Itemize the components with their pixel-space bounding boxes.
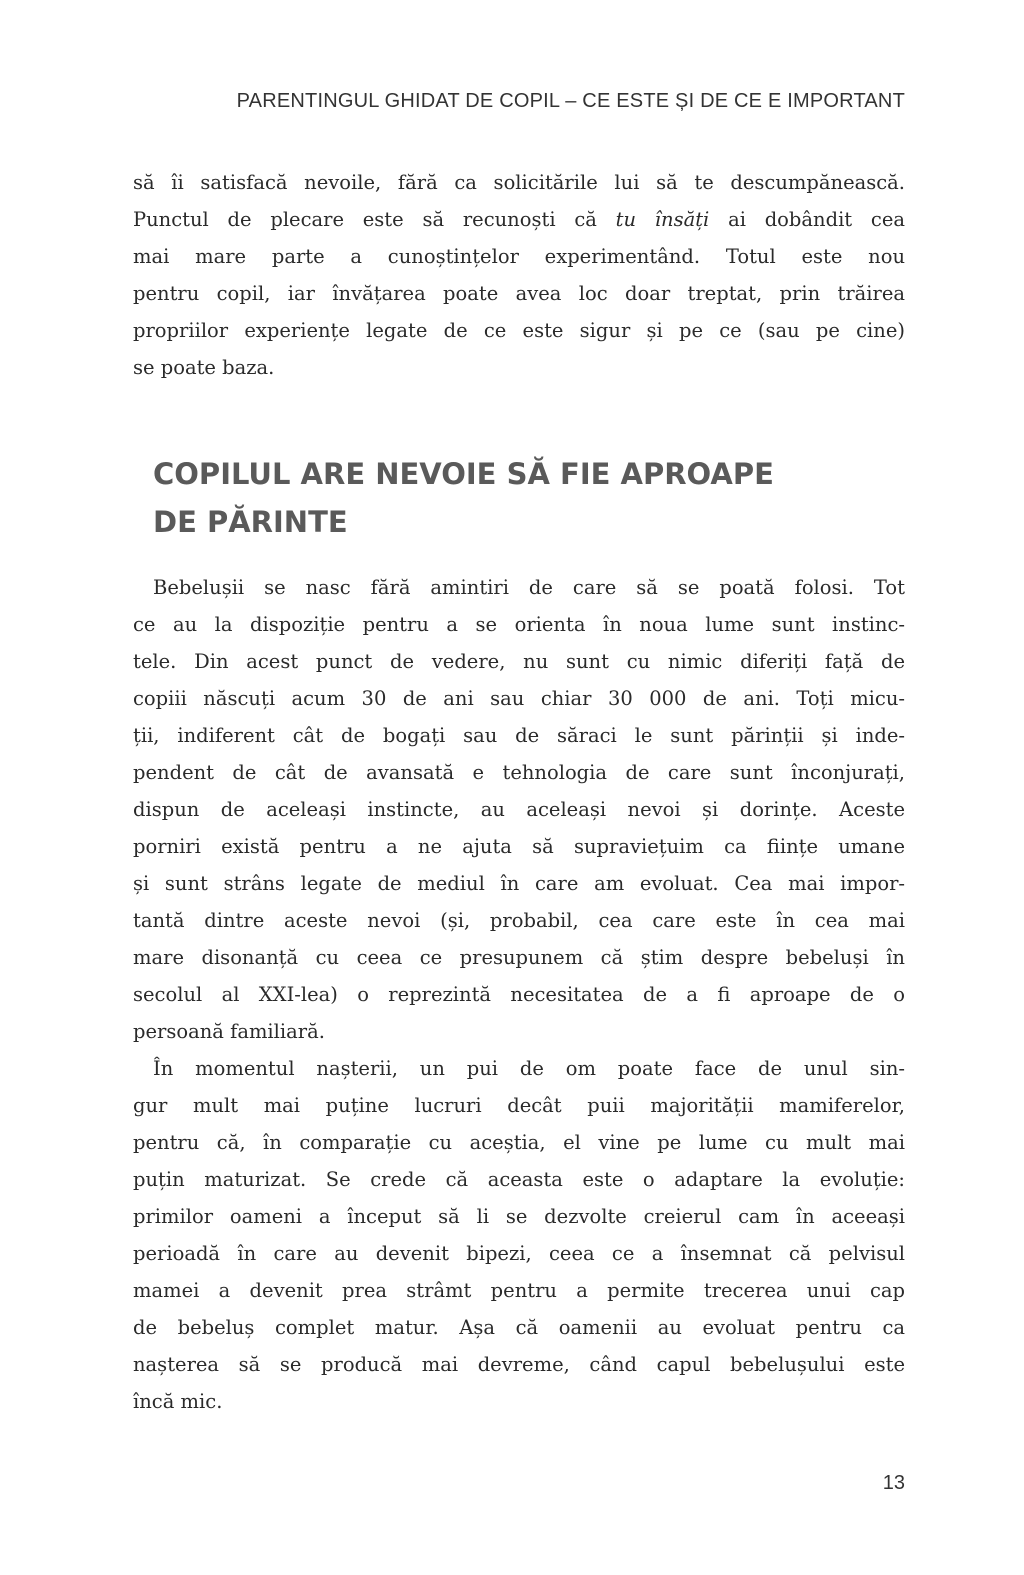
heading-line: COPILUL ARE NEVOIE SĂ FIE APROAPE (153, 457, 774, 491)
page-number: 13 (882, 1472, 905, 1494)
text-line: mai mare parte a cunoștințelor experimentând. Totul este nou (133, 245, 905, 268)
intro-paragraph (133, 164, 905, 386)
text-line: dispun de aceleași instincte, au aceleași nevoi și dorințe. Aceste (133, 798, 905, 821)
text-line: nașterea să se producă mai devreme, când capul bebelușului este (133, 1353, 905, 1376)
heading-line: DE PĂRINTE (153, 505, 348, 539)
text-line: tantă dintre aceste nevoi (și, probabil, cea care este în cea mai (133, 909, 905, 932)
paragraph-2 (133, 1050, 905, 1420)
text-line: să îi satisfacă nevoile, fără ca solicitările lui să te descumpănească. (133, 171, 905, 194)
text-line: copiii născuți acum 30 de ani sau chiar 30 000 de ani. Toți micu- (133, 687, 905, 710)
running-header: PARENTINGUL GHIDAT DE COPIL – CE ESTE ȘI DE CE E IMPORTANT (236, 90, 905, 112)
section-heading (153, 450, 774, 546)
text-line: gur mult mai puține lucruri decât puii majorității mamiferelor, (133, 1094, 905, 1117)
text-line: secolul al XXI-lea) o reprezintă necesitatea de a fi aproape de o (133, 983, 905, 1006)
text-line: de bebeluș complet matur. Așa că oamenii au evoluat pentru ca (133, 1316, 905, 1339)
text-line: mare disonanță cu ceea ce presupunem că știm despre bebeluși în (133, 946, 905, 969)
emphasis-text: tu însăți (615, 208, 710, 231)
text-line: propriilor experiențe legate de ce este sigur și pe ce (sau pe cine) (133, 319, 905, 342)
text-line: se poate baza. (133, 356, 275, 379)
text-line: și sunt strâns legate de mediul în care am evoluat. Cea mai impor- (133, 872, 905, 895)
text-line: ții, indiferent cât de bogați sau de săraci le sunt părinții și inde- (133, 724, 905, 747)
text-segment: Punctul de plecare este să recunoști că (133, 208, 616, 231)
text-line (133, 201, 905, 238)
text-line: În momentul nașterii, un pui de om poate face de unul sin- (153, 1057, 905, 1080)
text-line: pentru că, în comparație cu aceștia, el vine pe lume cu mult mai (133, 1131, 905, 1154)
text-line: încă mic. (133, 1390, 223, 1413)
text-line: pentru copil, iar învățarea poate avea loc doar treptat, prin trăirea (133, 282, 905, 305)
text-line: persoană familiară. (133, 1020, 325, 1043)
text-line: mamei a devenit prea strâmt pentru a permite trecerea unui cap (133, 1279, 905, 1302)
text-line: Bebelușii se nasc fără amintiri de care să se poată folosi. Tot (153, 576, 905, 599)
text-segment: ai dobândit cea (709, 208, 905, 231)
text-line: perioadă în care au devenit bipezi, ceea ce a însemnat că pelvisul (133, 1242, 905, 1265)
text-line: primilor oameni a început să li se dezvolte creierul cam în aceeași (133, 1205, 905, 1228)
text-line: porniri există pentru a ne ajuta să supraviețuim ca ființe umane (133, 835, 905, 858)
paragraph-1 (133, 569, 905, 1050)
text-line: puțin maturizat. Se crede că aceasta este o adaptare la evoluție: (133, 1168, 905, 1191)
text-line: ce au la dispoziție pentru a se orienta în noua lume sunt instinc- (133, 613, 905, 636)
text-line: tele. Din acest punct de vedere, nu sunt cu nimic diferiți față de (133, 650, 905, 673)
text-line: pendent de cât de avansată e tehnologia de care sunt înconjurați, (133, 761, 905, 784)
